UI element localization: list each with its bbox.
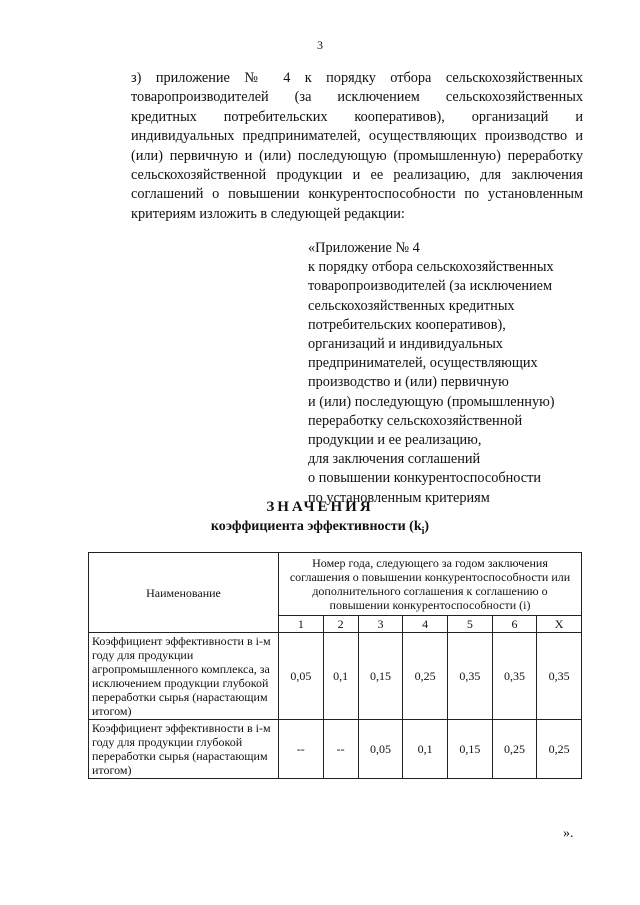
document-subtitle <box>0 519 640 537</box>
year-cell: 4 <box>403 616 448 633</box>
annex-line: производство и (или) первичную <box>308 374 509 391</box>
value-cell: -- <box>279 720 324 779</box>
annex-line: переработку сельскохозяйственной <box>308 412 523 429</box>
name-column-header: Наименование <box>89 553 279 633</box>
subtitle-subscript: i <box>421 525 425 537</box>
table-row <box>89 633 582 720</box>
annex-line: потребительских кооперативов), <box>308 316 506 333</box>
annex-line: «Приложение № 4 <box>308 240 420 256</box>
annex-line: сельскохозяйственных кредитных <box>308 297 515 314</box>
value-cell: -- <box>323 720 358 779</box>
table-header-row <box>89 553 582 616</box>
annex-line: и (или) последующую (промышленную) <box>308 393 555 410</box>
annex-line: организаций и индивидуальных <box>308 336 503 353</box>
subtitle-end: ) <box>424 519 430 534</box>
annex-line: по установленным критериям <box>308 489 490 506</box>
value-cell: 0,05 <box>358 720 403 779</box>
value-cell: 0,25 <box>492 720 537 779</box>
value-cell: 0,25 <box>403 633 448 720</box>
table-row <box>89 720 582 779</box>
value-cell: 0,1 <box>403 720 448 779</box>
year-cell: X <box>537 616 582 633</box>
value-cell: 0,05 <box>279 633 324 720</box>
annex-line: предпринимателей, осуществляющих <box>308 355 538 372</box>
annex-line: к порядку отбора сельскохозяйственных <box>308 259 554 276</box>
annex-line: о повышении конкурентоспособности <box>308 470 542 487</box>
intro-paragraph-text: з) приложение № 4 к порядку отбора сельскохозяйственных товаропроизводителей (за исключением сельскохозяйственных кредитных потребительских кооперативов), организаций и индивидуальных предпринимателей, осуществляющих производство и (или) первичную и (или) последующую (промышленную) переработку сельскохозяйственной продукции и ее реализацию, для заключения соглашений о повышении конкурентоспособности по установленным критериям изложить в следующей редакции: <box>131 70 583 222</box>
row-name-cell: Коэффициент эффективности в i-м году для продукции агропромышленного комплекса, за исключением продукции глубокой переработки сырья (нарастающим итогом) <box>89 633 279 720</box>
intro-paragraph <box>89 69 583 224</box>
value-cell: 0,15 <box>358 633 403 720</box>
coefficient-table <box>88 552 582 779</box>
year-cell: 6 <box>492 616 537 633</box>
closing-quote: ». <box>563 826 574 841</box>
year-cell: 5 <box>448 616 493 633</box>
annex-line: товаропроизводителей (за исключением <box>308 278 553 295</box>
value-cell: 0,15 <box>448 720 493 779</box>
subtitle-text: коэффициента эффективности (k <box>210 519 422 534</box>
document-title: ЗНАЧЕНИЯ <box>266 499 374 515</box>
value-cell: 0,35 <box>492 633 537 720</box>
value-cell: 0,25 <box>537 720 582 779</box>
year-cell: 1 <box>279 616 324 633</box>
annex-heading-block <box>308 239 598 508</box>
year-cell: 3 <box>358 616 403 633</box>
annex-line: для заключения соглашений <box>308 451 481 468</box>
year-cell: 2 <box>323 616 358 633</box>
value-cell: 0,35 <box>448 633 493 720</box>
value-cell: 0,1 <box>323 633 358 720</box>
annex-line: продукции и ее реализацию, <box>308 432 482 449</box>
value-cell: 0,35 <box>537 633 582 720</box>
page-number: 3 <box>317 38 323 52</box>
row-name-cell: Коэффициент эффективности в i-м году для продукции глубокой переработки сырья (нарастающим итогом) <box>89 720 279 779</box>
years-column-header: Номер года, следующего за годом заключения соглашения о повышении конкурентоспособности или дополнительного соглашения к соглашению о повышении конкурентоспособности (i) <box>279 553 582 616</box>
